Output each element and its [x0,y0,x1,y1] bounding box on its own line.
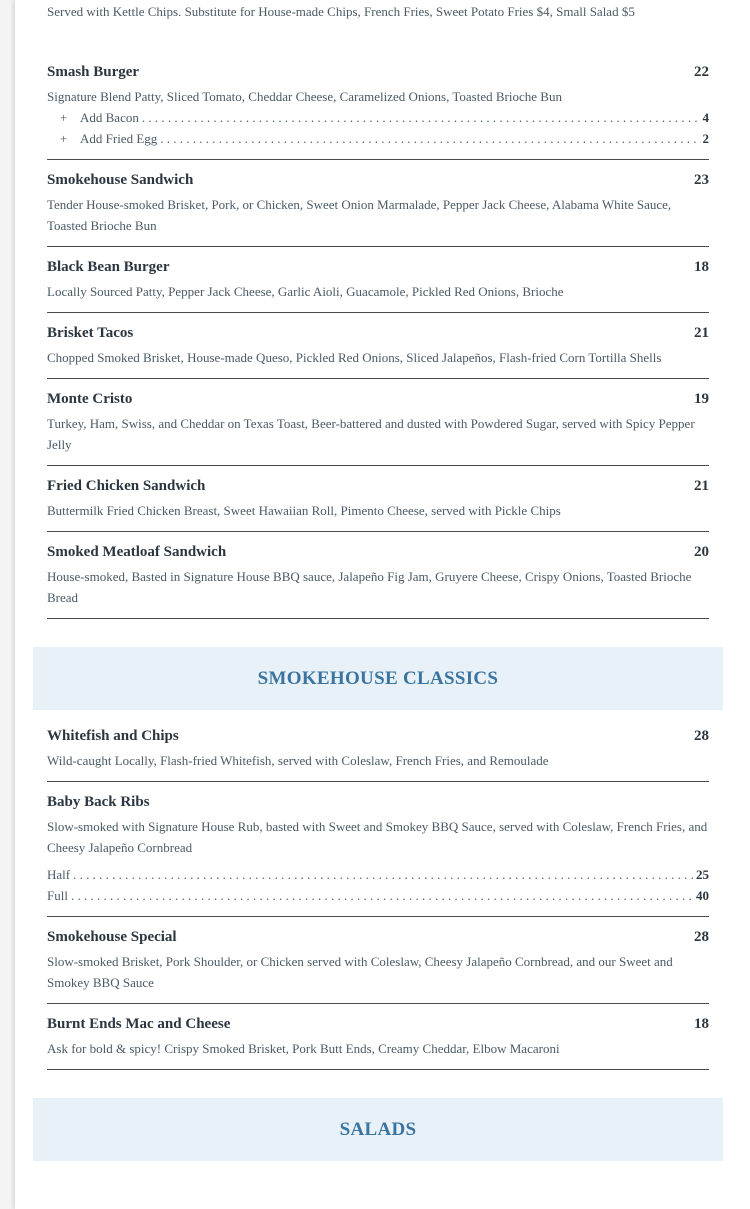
item-name: Whitefish and Chips [47,728,179,744]
item-price: 21 [694,325,709,341]
category-title: SMOKEHOUSE CLASSICS [257,667,499,689]
portion-row [47,885,709,906]
item-description: House-smoked, Basted in Signature House BBQ sauce, Jalapeño Fig Jam, Gruyere Cheese, Crispy Onions, Toasted Brioche Bread [47,569,692,605]
item-price: 28 [694,728,709,744]
item-name: Smokehouse Special [47,929,177,945]
item-description: Chopped Smoked Brisket, House-made Queso, Pickled Red Onions, Sliced Jalapeños, Flash-fried Corn Tortilla Shells [47,350,662,365]
menu-item-monte-cristo [47,379,709,466]
portion-row [47,864,709,885]
dot-leader [73,864,694,885]
item-price: 18 [694,1016,709,1032]
portion-label: Full [47,888,68,903]
sides-note: Served with Kettle Chips. Substitute for House-made Chips, French Fries, Sweet Potato Fries $4, Small Salad $5 [47,4,635,19]
item-price: 20 [694,544,709,560]
item-name: Burnt Ends Mac and Cheese [47,1016,231,1032]
item-description: Locally Sourced Patty, Pepper Jack Cheese, Garlic Aioli, Guacamole, Pickled Red Onions, Brioche [47,284,564,299]
item-description: Turkey, Ham, Swiss, and Cheddar on Texas Toast, Beer-battered and dusted with Powdered Sugar, served with Spicy Pepper Jelly [47,416,695,452]
menu-item-smoked-meatloaf-sandwich [47,532,709,619]
item-name: Fried Chicken Sandwich [47,478,206,494]
portion-price: 40 [696,888,709,903]
item-description: Buttermilk Fried Chicken Breast, Sweet Hawaiian Roll, Pimento Cheese, served with Pickle Chips [47,503,561,518]
menu-item-burnt-ends-mac-and-cheese [47,1004,709,1070]
addon-row [47,128,709,149]
category-title: SALADS [339,1118,417,1140]
item-price: 22 [694,64,709,80]
item-price: 18 [694,259,709,275]
menu-item-smash-burger [47,52,709,160]
addon-price: 4 [702,110,709,125]
dot-leader [160,128,700,149]
portion-price: 25 [696,867,709,882]
dot-leader [71,885,694,906]
addon-row [47,107,709,128]
item-description: Slow-smoked with Signature House Rub, basted with Sweet and Smokey BBQ Sauce, served with Coleslaw, French Fries, and Cheesy Jalapeño Cornbread [47,819,708,855]
menu-item-baby-back-ribs [47,782,709,917]
addon-price: 2 [702,131,709,146]
sandwiches-section [15,0,750,619]
item-name: Smash Burger [47,64,140,80]
item-price: 23 [694,172,709,188]
addon-label: Add Bacon [80,110,139,125]
menu-item-fried-chicken-sandwich [47,466,709,532]
menu-item-whitefish-and-chips [47,716,709,782]
menu-item-black-bean-burger [47,247,709,313]
item-description: Wild-caught Locally, Flash-fried Whitefish, served with Coleslaw, French Fries, and Remoulade [47,753,549,768]
classics-section [15,716,750,1070]
item-name: Black Bean Burger [47,259,170,275]
dot-leader [142,107,701,128]
addon-label: Add Fried Egg [80,131,158,146]
item-description: Slow-smoked Brisket, Pork Shoulder, or Chicken served with Coleslaw, Cheesy Jalapeño Cornbread, and our Sweet and Smokey BBQ Sauce [47,954,673,990]
portion-label: Half [47,867,71,882]
item-description: Signature Blend Patty, Sliced Tomato, Cheddar Cheese, Caramelized Onions, Toasted Brioche Bun [47,89,562,104]
menu-page [15,0,750,1209]
category-header-salads [33,1098,723,1161]
item-name: Monte Cristo [47,391,133,407]
plus-icon: + [60,131,68,146]
item-description: Ask for bold & spicy! Crispy Smoked Brisket, Pork Butt Ends, Creamy Cheddar, Elbow Macaroni [47,1041,560,1056]
item-price: 19 [694,391,709,407]
item-price: 21 [694,478,709,494]
menu-item-brisket-tacos [47,313,709,379]
plus-icon: + [60,110,68,125]
menu-item-smokehouse-sandwich [47,160,709,247]
item-name: Smokehouse Sandwich [47,172,194,188]
item-description: Tender House-smoked Brisket, Pork, or Chicken, Sweet Onion Marmalade, Pepper Jack Cheese, Alabama White Sauce, Toasted Brioche Bun [47,197,672,233]
item-name: Brisket Tacos [47,325,134,341]
item-name: Smoked Meatloaf Sandwich [47,544,227,560]
item-name: Baby Back Ribs [47,794,150,810]
item-price: 28 [694,929,709,945]
category-header-smokehouse-classics [33,647,723,710]
menu-item-smokehouse-special [47,917,709,1004]
